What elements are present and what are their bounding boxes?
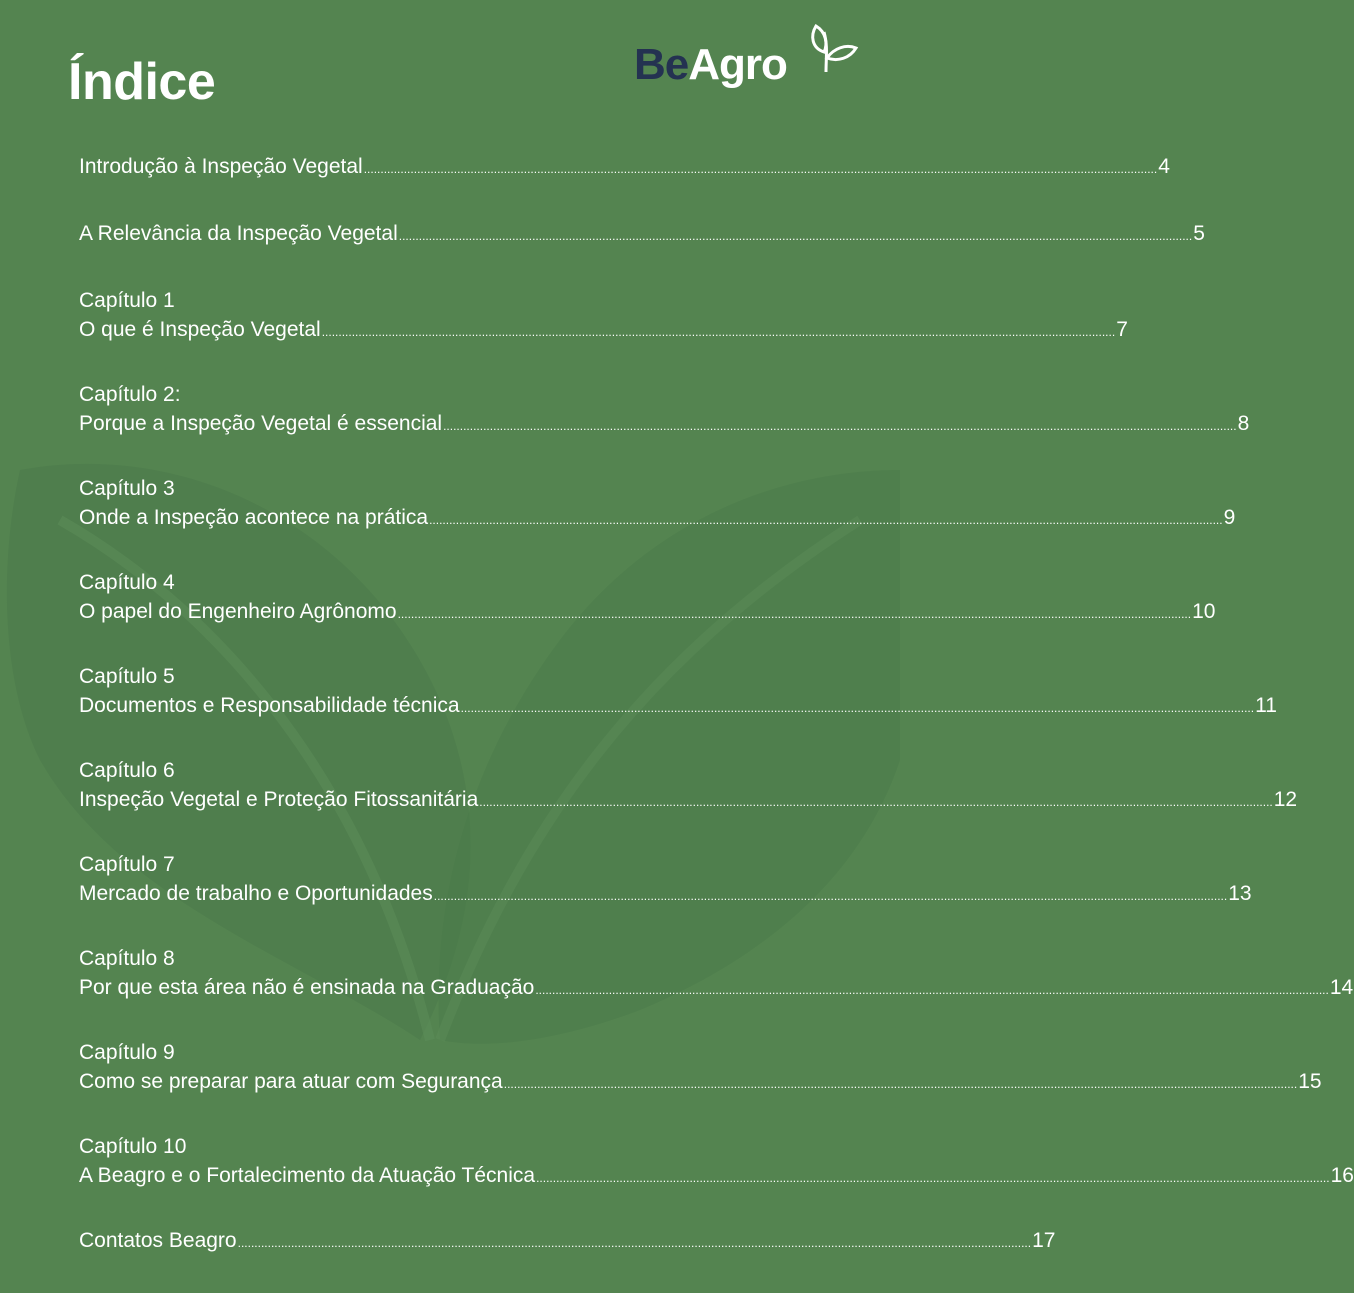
toc-chapter-label: Capítulo 9 <box>79 1041 175 1064</box>
toc-entry-title: A Beagro e o Fortalecimento da Atuação Técnica <box>79 1164 536 1187</box>
dot-leader <box>238 1229 1032 1258</box>
toc-entry[interactable] <box>79 662 1277 723</box>
toc-chapter-label: Capítulo 2: <box>79 383 181 406</box>
toc-entry[interactable] <box>79 286 1128 347</box>
toc-entry-title: O que é Inspeção Vegetal <box>79 318 321 341</box>
toc-page-number: 5 <box>1193 222 1205 245</box>
toc-entry-title: Onde a Inspeção acontece na prática <box>79 506 429 529</box>
toc-chapter-label: Capítulo 7 <box>79 853 175 876</box>
dot-leader <box>443 412 1237 441</box>
toc-page-number: 4 <box>1158 155 1170 178</box>
toc-line <box>79 152 1170 184</box>
toc-entry-title: Porque a Inspeção Vegetal é essencial <box>79 412 443 435</box>
toc-entry-title: Documentos e Responsabilidade técnica <box>79 694 460 717</box>
leaf-sprout-icon <box>806 22 860 76</box>
toc-entry-title: O papel do Engenheiro Agrônomo <box>79 600 397 623</box>
toc-page-number: 16 <box>1330 1164 1354 1187</box>
toc-line <box>79 879 1252 911</box>
toc-entry[interactable] <box>79 1226 1056 1258</box>
dot-leader <box>536 1164 1330 1193</box>
toc-line <box>79 785 1298 817</box>
dot-leader <box>461 694 1255 723</box>
toc-chapter-label: Capítulo 5 <box>79 665 175 688</box>
toc-line <box>79 1067 1322 1099</box>
toc-entry[interactable] <box>79 850 1252 911</box>
toc-chapter-label: Capítulo 3 <box>79 477 175 500</box>
toc-line <box>79 219 1205 251</box>
toc-page-number: 10 <box>1192 600 1216 623</box>
dot-leader <box>434 882 1228 911</box>
toc-chapter-label: Capítulo 4 <box>79 571 175 594</box>
toc-entry[interactable] <box>79 756 1298 817</box>
toc-entry-title: Mercado de trabalho e Oportunidades <box>79 882 433 905</box>
toc-page-number: 8 <box>1237 412 1250 435</box>
toc-page-number: 12 <box>1273 788 1298 811</box>
toc-entry-title: Como se preparar para atuar com Segurança <box>79 1070 503 1093</box>
toc-entry[interactable] <box>79 380 1250 441</box>
toc-chapter-label: Capítulo 10 <box>79 1135 187 1158</box>
toc-page-number: 17 <box>1032 1229 1056 1252</box>
toc-entry-title: A Relevância da Inspeção Vegetal <box>79 222 398 245</box>
toc-entry[interactable] <box>79 219 1205 251</box>
toc-page-number: 13 <box>1228 882 1252 905</box>
toc-entry-title: Por que esta área não é ensinada na Graduação <box>79 976 535 999</box>
table-of-contents <box>79 152 1354 1293</box>
page-title: Índice <box>68 53 216 111</box>
toc-line <box>79 1161 1354 1193</box>
toc-entry[interactable] <box>79 1038 1322 1099</box>
toc-chapter-label: Capítulo 8 <box>79 947 175 970</box>
dot-leader <box>479 788 1273 817</box>
toc-line <box>79 691 1277 723</box>
toc-entry[interactable] <box>79 1132 1354 1193</box>
toc-page-number: 14 <box>1329 976 1354 999</box>
toc-page-number: 15 <box>1298 1070 1322 1093</box>
dot-leader <box>429 506 1223 535</box>
toc-line <box>79 409 1250 441</box>
toc-line <box>79 973 1354 1005</box>
toc-line <box>79 503 1236 535</box>
beagro-logo <box>630 22 860 102</box>
logo-wordmark <box>634 40 787 90</box>
toc-entry-title: Inspeção Vegetal e Proteção Fitossanitária <box>79 788 479 811</box>
toc-entry[interactable] <box>79 152 1170 184</box>
toc-entry[interactable] <box>79 474 1236 535</box>
logo-part-agro: Agro <box>688 40 787 89</box>
dot-leader <box>535 976 1329 1005</box>
toc-chapter-label: Capítulo 1 <box>79 289 175 312</box>
toc-chapter-label: Capítulo 6 <box>79 759 175 782</box>
toc-page-number: 11 <box>1255 694 1277 717</box>
toc-line <box>79 597 1216 629</box>
toc-page-number: 7 <box>1116 318 1128 341</box>
toc-entry-title: Contatos Beagro <box>79 1229 237 1252</box>
toc-page-number: 9 <box>1223 506 1236 529</box>
dot-leader <box>399 222 1193 251</box>
dot-leader <box>504 1070 1298 1099</box>
dot-leader <box>364 155 1158 184</box>
logo-part-be: Be <box>634 40 689 89</box>
toc-line <box>79 315 1128 347</box>
toc-entry[interactable] <box>79 568 1216 629</box>
dot-leader <box>398 600 1192 629</box>
dot-leader <box>322 318 1116 347</box>
toc-line <box>79 1226 1056 1258</box>
toc-entry[interactable] <box>79 944 1354 1005</box>
toc-entry-title: Introdução à Inspeção Vegetal <box>79 155 363 178</box>
